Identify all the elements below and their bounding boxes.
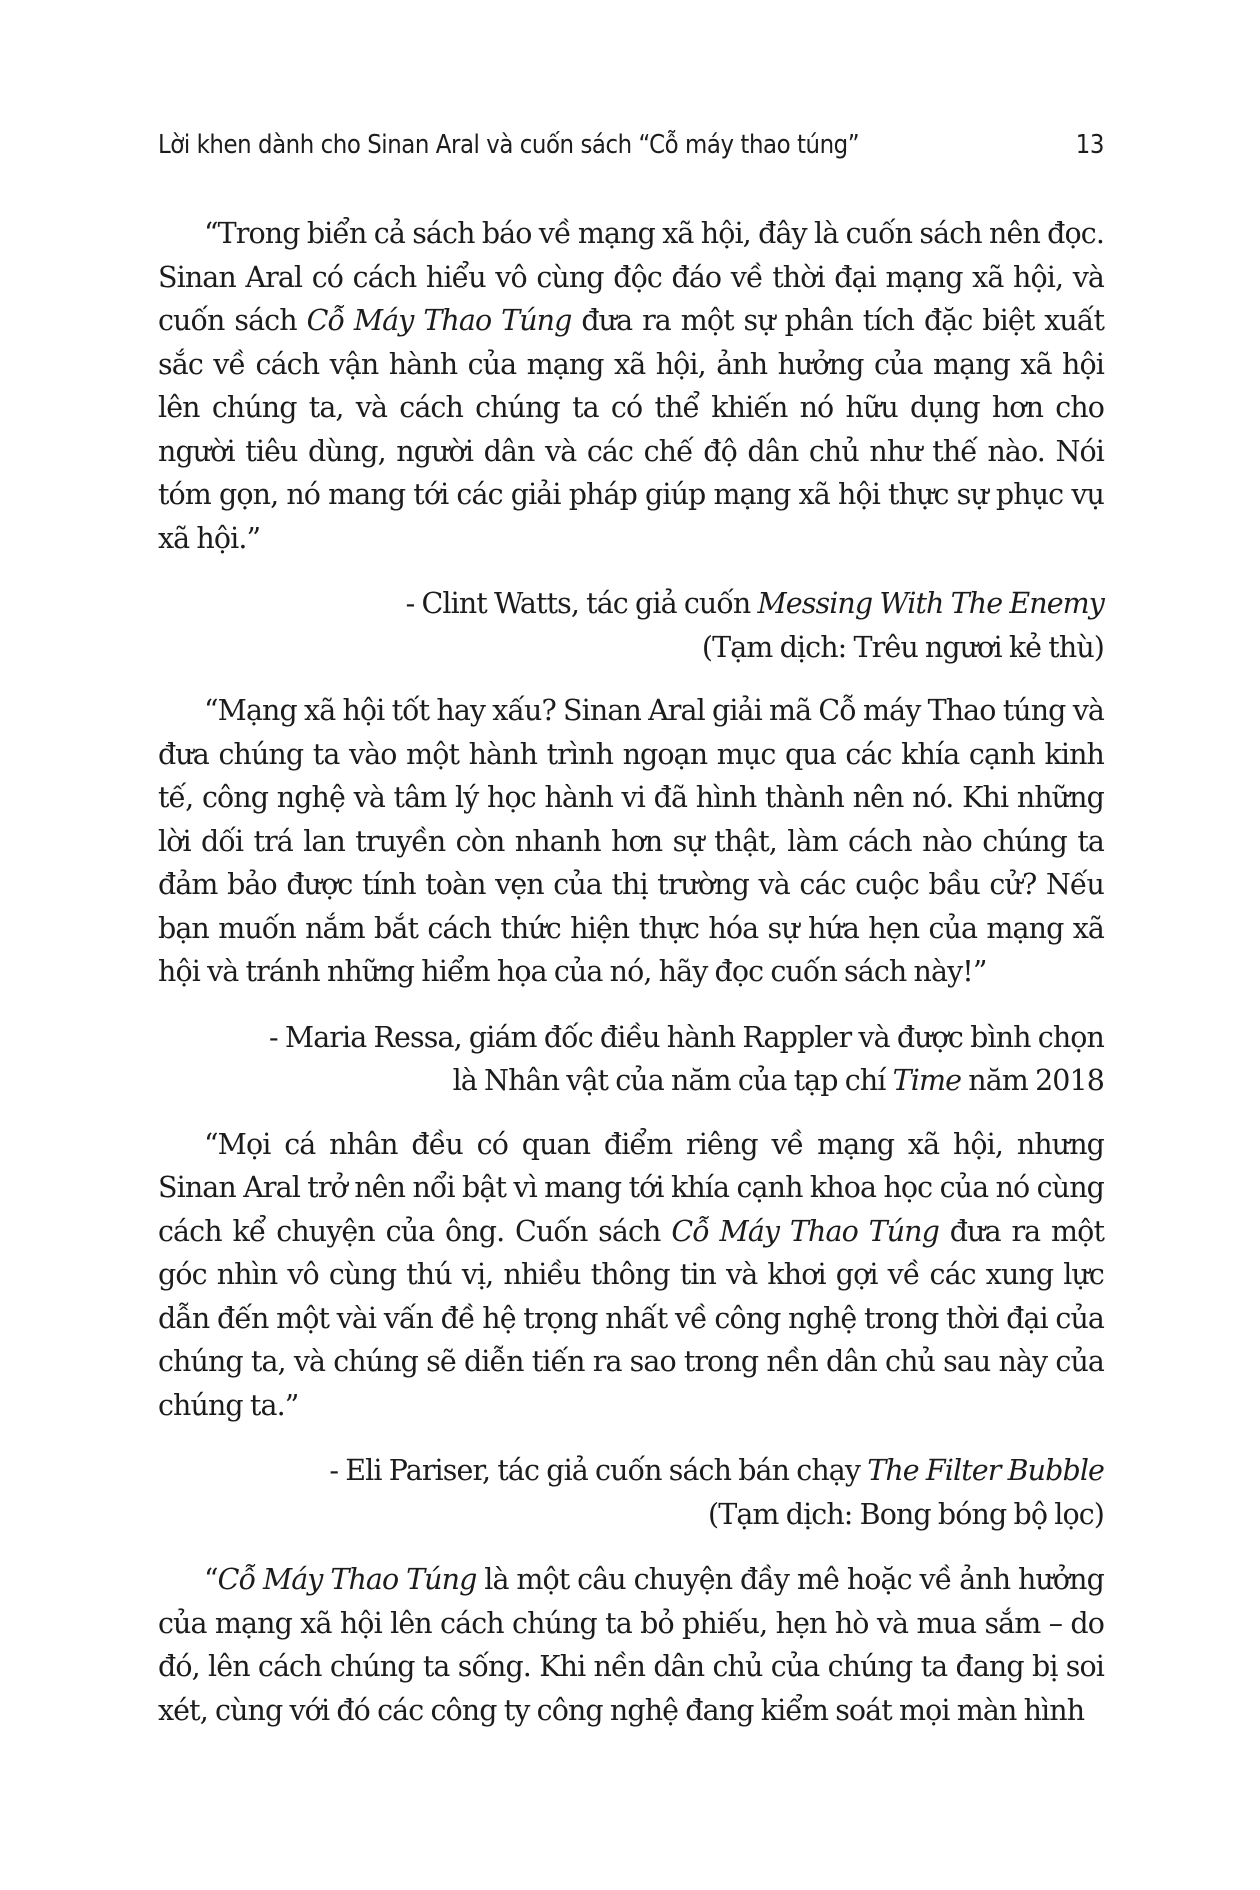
running-header xyxy=(158,130,1104,160)
page-body xyxy=(158,212,1104,1732)
running-title: Lời khen dành cho Sinan Aral và cuốn sách “Cỗ máy thao túng” xyxy=(158,130,860,160)
quote-paragraph: “Mọi cá nhân đều có quan điểm riêng về mạng xã hội, nhưng Sinan Aral trở nên nổi bật vì mang tới khía cạnh khoa học của nó cùng cách kể chuyện của ông. Cuốn sách Cỗ Máy Thao Túng đưa ra một góc nhìn vô cùng thú vị, nhiều thông tin và khơi gợi về các xung lực dẫn đến một vài vấn đề hệ trọng nhất về công nghệ trong thời đại của chúng ta, và chúng sẽ diễn tiến ra sao trong nền dân chủ sau này của chúng ta.” xyxy=(158,1127,1104,1422)
quote-paragraph: “Trong biển cả sách báo về mạng xã hội, đây là cuốn sách nên đọc. Sinan Aral có cách hiểu vô cùng độc đáo về thời đại mạng xã hội, và cuốn sách Cỗ Máy Thao Túng đưa ra một sự phân tích đặc biệt xuất sắc về cách vận hành của mạng xã hội, ảnh hưởng của mạng xã hội lên chúng ta, và cách chúng ta có thể khiến nó hữu dụng hơn cho người tiêu dùng, người dân và các chế độ dân chủ như thế nào. Nói tóm gọn, nó mang tới các giải pháp giúp mạng xã hội thực sự phục vụ xã hội.” xyxy=(158,217,1104,555)
book-title-italic: Cỗ Máy Thao Túng xyxy=(217,1563,477,1596)
cited-book-title: The Filter Bubble xyxy=(867,1454,1104,1487)
translation-note: (Tạm dịch: Trêu ngươi kẻ thù) xyxy=(701,630,1104,664)
book-page xyxy=(158,130,1104,1732)
quote-attribution: - Eli Pariser, tác giả cuốn sách bán chạy The Filter Bubble (Tạm dịch: Bong bóng bộ lọc) xyxy=(158,1449,1104,1536)
quote-attribution: - Maria Ressa, giám đốc điều hành Rappler và được bình chọn là Nhân vật của năm của tạp chí Time năm 2018 xyxy=(269,1020,1104,1097)
book-title-italic: Cỗ Máy Thao Túng xyxy=(671,1214,939,1248)
book-title-italic: Cỗ Máy Thao Túng xyxy=(306,304,572,337)
quote-paragraph: “Mạng xã hội tốt hay xấu? Sinan Aral giải mã Cỗ máy Thao túng và đưa chúng ta vào một hành trình ngoạn mục qua các khía cạnh kinh tế, công nghệ và tâm lý học hành vi đã hình thành nên nó. Khi những lời dối trá lan truyền còn nhanh hơn sự thật, làm cách nào chúng ta đảm bảo được tính toàn vẹn của thị trường và các cuộc bầu cử? Nếu bạn muốn nắm bắt cách thức hiện thực hóa sự hứa hẹn của mạng xã hội và tránh những hiểm họa của nó, hãy đọc cuốn sách này!” xyxy=(158,694,1104,988)
page-number: 13 xyxy=(1075,130,1104,160)
cited-book-title: Messing With The Enemy xyxy=(757,587,1104,620)
quote-attribution: - Clint Watts, tác giả cuốn Messing With The Enemy (Tạm dịch: Trêu ngươi kẻ thù) xyxy=(158,582,1104,669)
magazine-title: Time xyxy=(892,1064,962,1097)
quote-paragraph: “Cỗ Máy Thao Túng là một câu chuyện đầy mê hoặc về ảnh hưởng của mạng xã hội lên cách chúng ta bỏ phiếu, hẹn hò và mua sắm – do đó, lên cách chúng ta sống. Khi nền dân chủ của chúng ta đang bị soi xét, cùng với đó các công ty công nghệ đang kiểm soát mọi màn hình xyxy=(158,1563,1104,1727)
translation-note: (Tạm dịch: Bong bóng bộ lọc) xyxy=(708,1497,1104,1531)
